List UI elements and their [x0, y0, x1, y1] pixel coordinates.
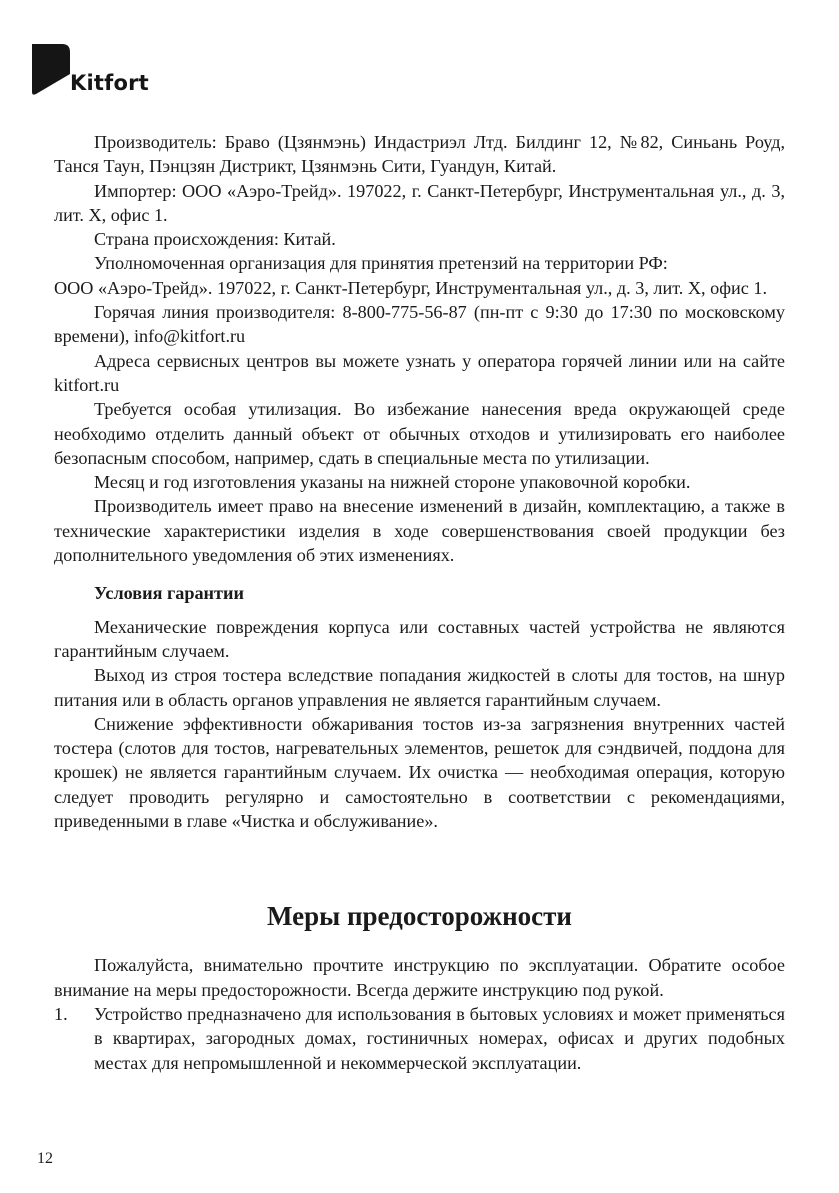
authorized-organization-paragraph: Уполномоченная организация для принятия претензий на территории РФ:	[94, 253, 668, 274]
warranty-paragraph: Выход из строя тостера вследствие попадания жидкостей в слоты для тостов, на шнур питания или в область органов управления не является гарантийным случаем.	[54, 665, 785, 710]
kitfort-logo-icon	[32, 44, 70, 96]
manufacturer-paragraph: Производитель: Браво (Цзянмэнь) Индастриэл Лтд. Билдинг 12, №82, Синьань Роуд, Танся Таун, Пэнцзян Дистрикт, Цзянмэнь Сити, Гуандун, Китай.	[54, 132, 785, 177]
authorized-organization-address: ООО «Аэро-Трейд». 197022, г. Санкт-Петербург, Инструментальная ул., д. 3, лит. Х, офис 1.	[54, 277, 768, 298]
list-item	[54, 1002, 785, 1075]
document-body	[54, 130, 785, 1075]
list-item-number: 1.	[54, 1003, 68, 1024]
page-number: 12	[37, 1150, 53, 1167]
precautions-heading: Меры предосторожности	[267, 901, 572, 932]
warranty-paragraph: Снижение эффективности обжаривания тостов из-за загрязнения внутренних частей тостера (слотов для тостов, нагревательных элементов, решеток для сэндвичей, поддона для крошек) не является гарантийным случаем. Их очистка — необходимая операция, которую следует проводить регулярно и самостоятельно в соответствии с рекомендациями, приведенными в главе «Чистка и обслуживание».	[54, 713, 785, 832]
manufacture-date-paragraph: Месяц и год изготовления указаны на нижней стороне упаковочной коробки.	[94, 472, 691, 493]
origin-country-paragraph: Страна происхождения: Китай.	[94, 229, 336, 250]
list-item-text: Устройство предназначено для использования в бытовых условиях и может применяться в квартирах, загородных домах, гостиничных номерах, офисах и других подобных местах для непромышленной и некоммерческой эксплуатации.	[94, 1003, 785, 1073]
disposal-paragraph: Требуется особая утилизация. Во избежание нанесения вреда окружающей среде необходимо отделить данный объект от обычных отходов и утилизировать его наиболее безопасным способом, например, сдать в специальные места по утилизации.	[54, 399, 785, 468]
changes-notice-paragraph: Производитель имеет право на внесение изменений в дизайн, комплектацию, а также в технические характеристики изделия в ходе совершенствования своей продукции без дополнительного уведомления об этих изменениях.	[54, 496, 785, 566]
brand-name: Kitfort	[70, 71, 149, 95]
hotline-paragraph: Горячая линия производителя: 8-800-775-56-87 (пн-пт с 9:30 до 17:30 по московскому времени), info@kitfort.ru	[54, 302, 785, 347]
service-centers-paragraph: Адреса сервисных центров вы можете узнать у оператора горячей линии или на сайте kitfort.ru	[54, 350, 785, 395]
importer-paragraph: Импортер: ООО «Аэро-Трейд». 197022, г. Санкт-Петербург, Инструментальная ул., д. 3, лит. Х, офис 1.	[54, 180, 785, 225]
warranty-heading: Условия гарантии	[94, 583, 244, 604]
warranty-paragraph: Механические повреждения корпуса или составных частей устройства не являются гарантийным случаем.	[54, 616, 785, 661]
precautions-intro: Пожалуйста, внимательно прочтите инструкцию по эксплуатации. Обратите особое внимание на меры предосторожности. Всегда держите инструкцию под рукой.	[54, 955, 785, 1000]
